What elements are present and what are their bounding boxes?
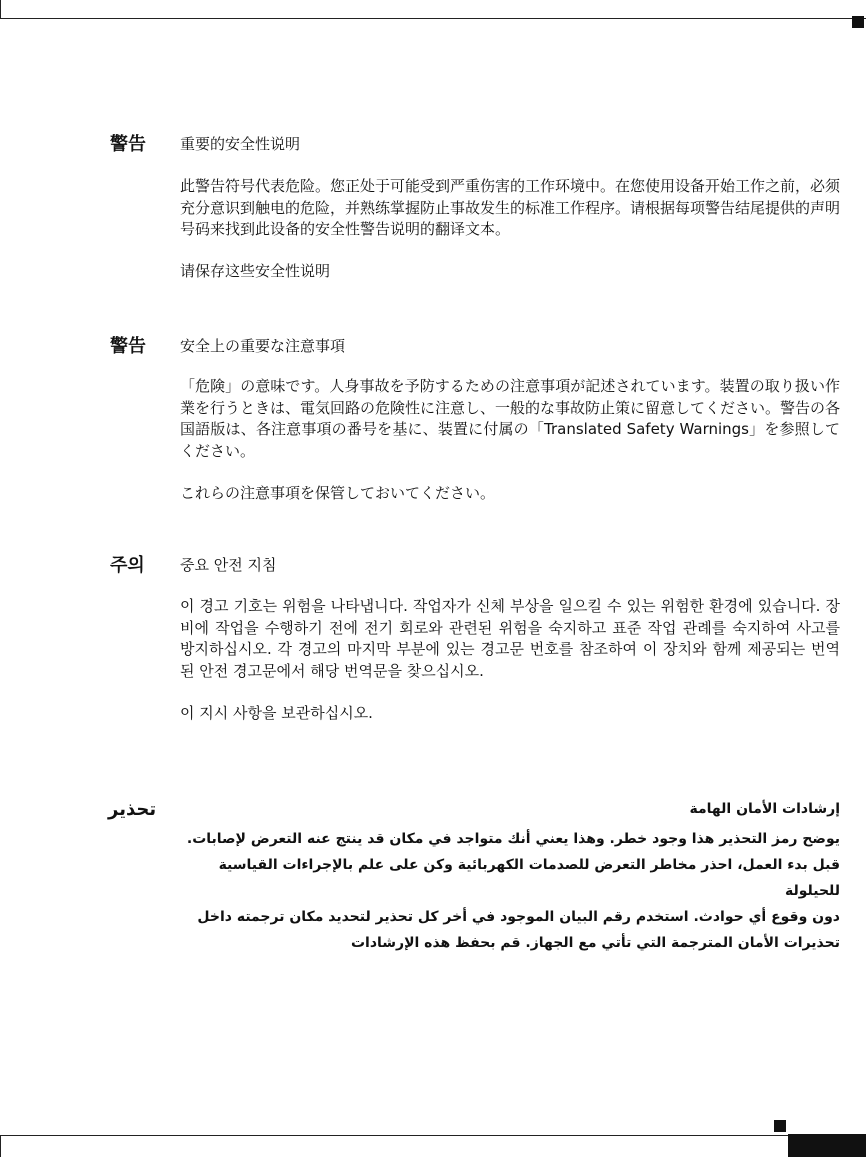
warning-label: 警告 (110, 336, 146, 357)
warning-content (180, 800, 840, 956)
warning-body-line: قبل بدء العمل، احذر مخاطر التعرض للصدمات الكهربائية وكن على علم بالإجراءات القياسية للحيلولة (218, 857, 840, 899)
page-tab (788, 1134, 866, 1157)
warning-content (180, 337, 840, 502)
header-line (0, 18, 866, 19)
warning-content (180, 135, 840, 280)
warning-body: 이 경고 기호는 위험을 나타냅니다. 작업자가 신체 부상을 일으킬 수 있는 위험한 환경에 있습니다. 장비에 작업을 수행하기 전에 전기 회로와 관련된 위험을 숙지하고 표준 작업 관례를 숙지하여 사고를 방지하십시오. 각 경고의 마지막 부분에 있는 경고문 번호를 참조하여 이 장치와 함께 제공되는 번역된 안전 경고문에서 해당 번역문을 찾으십시오. (180, 597, 840, 680)
warning-label: تحذير (108, 799, 157, 820)
header-rule (0, 0, 866, 20)
footer-left-tick (0, 1135, 1, 1157)
footer-marker (774, 1120, 786, 1132)
warning-closing: 请保存这些安全性说明 (180, 261, 331, 280)
warning-label: 주의 (110, 555, 145, 576)
warning-title: 중요 안전 지침 (180, 556, 277, 574)
warning-body-line: يوضح رمز التحذير هذا وجود خطر. وهذا يعني أنك متواجد في مكان قد ينتج عنه التعرض لإصابات. (186, 831, 840, 847)
warning-title: إرشادات الأمان الهامة (689, 801, 840, 817)
footer-rule (0, 1120, 866, 1157)
warning-closing: これらの注意事項を保管しておいてください。 (180, 484, 496, 502)
warning-title: 安全上の重要な注意事項 (180, 337, 346, 355)
footer-line (0, 1135, 866, 1136)
warning-body-line: دون وقوع أي حوادث. استخدم رقم البيان الموجود في أخر كل تحذير لتحديد مكان ترجمته داخل (197, 909, 840, 925)
warning-content (180, 556, 840, 722)
warning-body: 「危険」の意味です。人身事故を予防するための注意事項が記述されています。装置の取り扱い作業を行うときは、電気回路の危険性に注意し、一般的な事故防止策に留意してください。警告の各国語版は、各注意事項の番号を基に、装置に付属の「Translated Safety Warnings」を参照してください。 (180, 377, 841, 460)
warning-title: 重要的安全性说明 (180, 135, 301, 153)
warning-body: 此警告符号代表危险。您正处于可能受到严重伤害的工作环境中。在您使用设备开始工作之前，必须充分意识到触电的危险，并熟练掌握防止事故发生的标准工作程序。请根据每项警告结尾提供的声明号码来找到此设备的安全性警告说明的翻译文本。 (180, 177, 841, 238)
header-left-tick (0, 0, 1, 19)
warning-closing: 이 지시 사항을 보관하십시오. (180, 704, 373, 722)
header-marker (852, 16, 864, 28)
warning-label: 警告 (110, 134, 146, 155)
warning-body-line: تحذيرات الأمان المترجمة التي تأتي مع الجهاز. قم بحفظ هذه الإرشادات (350, 935, 840, 951)
